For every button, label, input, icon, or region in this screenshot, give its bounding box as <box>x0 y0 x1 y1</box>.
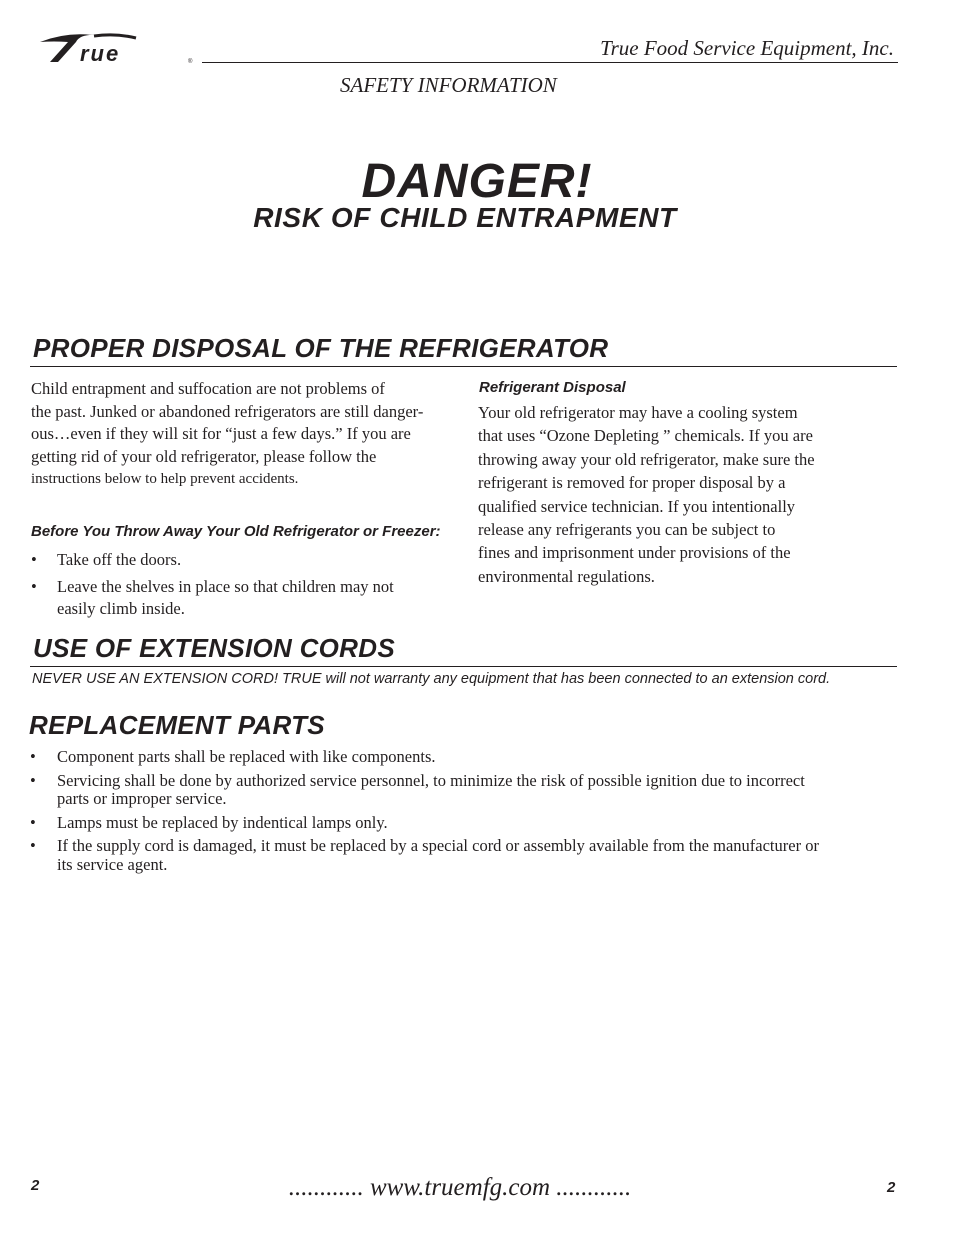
replacement-list <box>30 748 900 879</box>
list-item <box>31 576 451 621</box>
danger-title: DANGER! <box>361 155 593 208</box>
list-item <box>30 837 900 874</box>
header-rule <box>202 62 898 63</box>
intro-line: Child entrapment and suffocation are not problems of <box>31 379 385 398</box>
intro-line: the past. Junked or abandoned refrigerators are still danger- <box>31 401 424 421</box>
list-item-text: Take off the doors. <box>57 550 182 569</box>
bullet: • <box>30 770 36 790</box>
svg-text:®: ® <box>188 59 193 65</box>
bullet: • <box>31 576 37 596</box>
before-list <box>31 549 451 621</box>
list-item <box>30 814 900 833</box>
footer-url: ............ www.truemfg.com ............ <box>288 1174 632 1201</box>
refrigerant-line: that uses “Ozone Depleting ” chemicals. If you are <box>478 426 813 446</box>
disposal-rule <box>30 366 897 367</box>
refrigerant-line: qualified service technician. If you intentionally <box>478 496 796 516</box>
extension-warning: NEVER USE AN EXTENSION CORD! TRUE will not warranty any equipment that has been connected to an extension cord. <box>32 671 831 687</box>
intro-line: instructions below to help prevent accidents. <box>31 471 299 487</box>
true-logo <box>36 30 198 66</box>
refrigerant-text <box>478 401 878 588</box>
refrigerant-line: throwing away your old refrigerator, make sure the <box>478 449 815 469</box>
page-number-right: 2 <box>887 1179 896 1196</box>
disposal-heading: PROPER DISPOSAL OF THE REFRIGERATOR <box>33 333 609 363</box>
company-name: True Food Service Equipment, Inc. <box>600 36 894 60</box>
refrigerant-heading: Refrigerant Disposal <box>479 379 626 396</box>
intro-line: getting rid of your old refrigerator, please follow the <box>31 446 377 466</box>
replacement-heading: REPLACEMENT PARTS <box>29 710 325 740</box>
disposal-intro <box>31 378 471 491</box>
list-item <box>30 748 900 767</box>
refrigerant-line: fines and imprisonment under provisions of the <box>478 543 791 563</box>
list-item-text: Lamps must be replaced by indentical lamps only. <box>57 812 388 832</box>
list-item-text: Servicing shall be done by authorized service personnel, to minimize the risk of possible ignition due to incorrect <box>57 770 805 790</box>
extension-heading: USE OF EXTENSION CORDS <box>33 633 395 663</box>
bullet: • <box>30 747 36 766</box>
extension-rule <box>30 666 897 667</box>
section-label: SAFETY INFORMATION <box>340 73 557 97</box>
bullet: • <box>31 550 37 569</box>
bullet: • <box>30 812 36 832</box>
list-item <box>31 549 451 572</box>
svg-text:rue: rue <box>80 41 121 66</box>
list-item-text: If the supply cord is damaged, it must be replaced by a special cord or assembly available from the manufacturer or <box>57 836 819 855</box>
refrigerant-line: Your old refrigerator may have a cooling system <box>478 403 798 422</box>
list-item-text: its service agent. <box>57 854 168 874</box>
list-item-text: Component parts shall be replaced with like components. <box>57 747 436 766</box>
refrigerant-line: release any refrigerants you can be subject to <box>478 520 776 540</box>
before-heading: Before You Throw Away Your Old Refrigerator or Freezer: <box>31 523 441 540</box>
refrigerant-line: refrigerant is removed for proper disposal by a <box>478 473 786 493</box>
bullet: • <box>30 836 36 855</box>
list-item-text: Leave the shelves in place so that children may not <box>57 576 394 596</box>
list-item <box>30 772 900 809</box>
list-item-text: easily climb inside. <box>57 599 185 618</box>
intro-line: ous…even if they will sit for “just a few days.” If you are <box>31 424 411 443</box>
page-number-left: 2 <box>31 1177 40 1194</box>
danger-subtitle: RISK OF CHILD ENTRAPMENT <box>253 202 677 233</box>
list-item-text: parts or improper service. <box>57 789 227 808</box>
refrigerant-line: environmental regulations. <box>478 566 655 586</box>
